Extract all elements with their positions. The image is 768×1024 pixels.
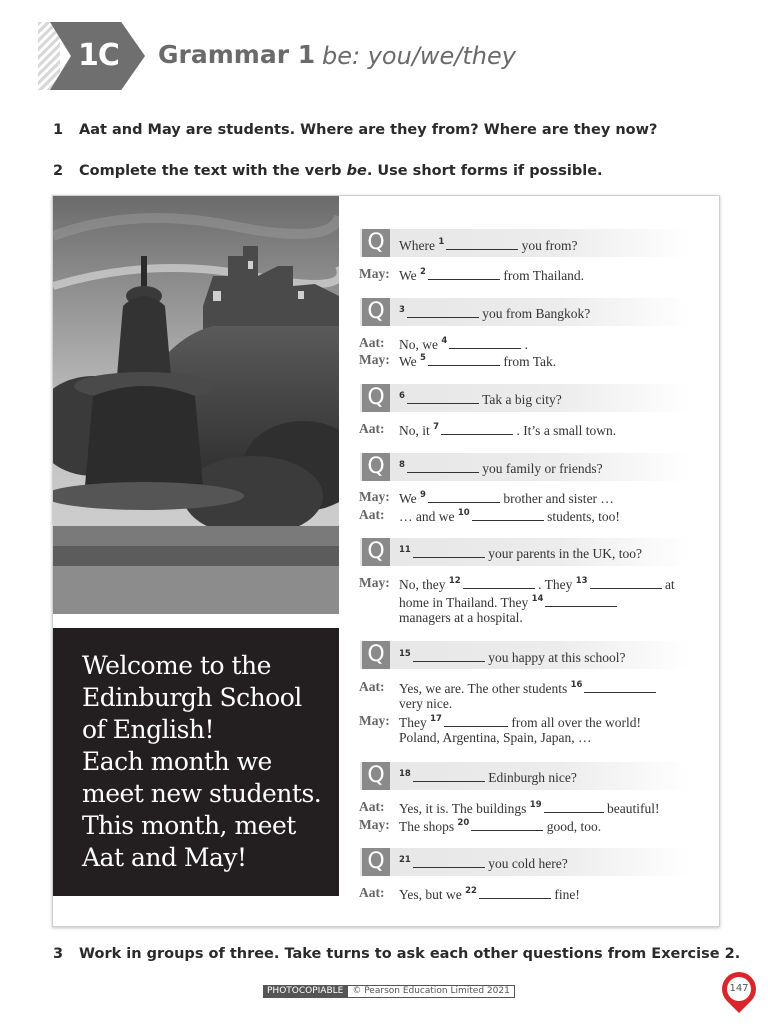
answer-gap[interactable]	[449, 335, 521, 349]
answer-gap[interactable]	[545, 593, 617, 607]
text: home in Thailand. They	[399, 595, 529, 610]
exercise-number: 2	[53, 163, 64, 179]
instruction-emphasis: be	[346, 163, 367, 179]
edinburgh-photo	[53, 196, 339, 614]
text: . They	[538, 577, 573, 592]
gap-number: 22	[465, 886, 477, 896]
text: Edinburgh nice?	[488, 770, 577, 785]
photocopiable-notice	[263, 985, 515, 998]
speaker-label: May:	[359, 266, 390, 281]
answer-line: very nice.	[399, 696, 453, 711]
text: Yes, it is. The buildings	[399, 801, 527, 816]
text: … and we	[399, 509, 455, 524]
speaker-label: May:	[359, 352, 390, 367]
instruction-part: Complete the text with the verb	[79, 163, 347, 179]
text: We	[399, 268, 417, 283]
welcome-line: Aat and May!	[82, 843, 247, 872]
question-icon: Q	[362, 641, 390, 669]
answer-gap[interactable]	[544, 799, 604, 813]
answer-gap[interactable]	[472, 507, 544, 521]
text: from Tak.	[503, 354, 557, 369]
question-line	[399, 648, 625, 666]
welcome-line: Edinburgh School	[82, 683, 302, 712]
speaker-label: Aat:	[359, 885, 385, 900]
text: good, too.	[546, 819, 602, 834]
gap-number: 7	[433, 422, 440, 432]
text: from all over the world!	[511, 715, 642, 730]
text: . It’s a small town.	[516, 423, 617, 438]
welcome-line: This month, meet	[82, 811, 296, 840]
copyright-label: © Pearson Education Limited 2021	[347, 985, 514, 998]
text: .	[524, 337, 529, 352]
welcome-line: of English!	[82, 715, 215, 744]
text: your parents in the UK, too?	[488, 546, 642, 561]
text: at	[664, 577, 675, 592]
exercise-instruction	[79, 163, 603, 179]
text: from Thailand.	[503, 268, 585, 283]
exercise-number: 1	[53, 122, 64, 138]
gap-number: 17	[430, 714, 442, 724]
text: you from?	[521, 238, 578, 253]
speaker-label: Aat:	[359, 799, 385, 814]
photocopiable-label: PHOTOCOPIABLE	[263, 985, 347, 998]
answer-gap[interactable]	[428, 266, 500, 280]
answer-gap[interactable]	[446, 236, 518, 250]
speaker-label: Aat:	[359, 421, 385, 436]
question-line	[399, 544, 642, 562]
question-icon: Q	[362, 848, 390, 876]
welcome-line: Each month we	[82, 747, 272, 776]
gap-number: 20	[457, 818, 470, 828]
answer-line: Poland, Argentina, Spain, Japan, …	[399, 730, 592, 745]
text: you from Bangkok?	[482, 306, 591, 321]
exercise-instruction: Aat and May are students. Where are they from? Where are they now?	[79, 122, 658, 138]
gap-number: 5	[420, 353, 426, 363]
answer-gap[interactable]	[444, 713, 508, 727]
gap-number: 11	[399, 545, 411, 555]
answer-line	[399, 352, 556, 370]
answer-gap[interactable]	[428, 489, 500, 503]
exercise-instruction: Work in groups of three. Take turns to ask each other questions from Exercise 2.	[79, 946, 741, 962]
question-icon: Q	[362, 453, 390, 481]
answer-gap[interactable]	[407, 459, 479, 473]
gap-number: 13	[575, 576, 588, 586]
answer-line	[399, 575, 675, 593]
answer-line	[399, 421, 616, 439]
gap-number: 19	[529, 800, 542, 810]
text: No, they	[399, 577, 446, 592]
answer-gap[interactable]	[407, 304, 479, 318]
question-line	[399, 236, 578, 254]
gap-number: 6	[399, 391, 405, 401]
edinburgh-photo-illustration	[53, 196, 339, 614]
answer-line	[399, 817, 601, 835]
text: brother and sister …	[503, 491, 614, 506]
question-line	[399, 459, 603, 477]
answer-line: managers at a hospital.	[399, 610, 523, 625]
gap-number: 18	[399, 769, 411, 779]
answer-gap[interactable]	[471, 817, 543, 831]
answer-line	[399, 679, 656, 697]
answer-gap[interactable]	[413, 768, 485, 782]
question-icon: Q	[362, 384, 390, 412]
question-icon: Q	[362, 762, 390, 790]
text: No, it	[399, 423, 430, 438]
gap-number: 2	[420, 267, 426, 277]
gap-number: 15	[399, 649, 411, 659]
answer-line	[399, 266, 584, 284]
welcome-text	[82, 650, 322, 874]
text: Where	[399, 238, 435, 253]
text: students, too!	[547, 509, 620, 524]
gap-number: 14	[531, 594, 544, 604]
text: you happy at this school?	[488, 650, 626, 665]
answer-gap[interactable]	[407, 390, 479, 404]
speaker-label: Aat:	[359, 679, 385, 694]
answer-gap[interactable]	[479, 885, 551, 899]
exercise-2	[53, 163, 693, 183]
speaker-label: May:	[359, 713, 390, 728]
text: fine!	[554, 887, 580, 902]
gap-number: 10	[457, 508, 470, 518]
answer-line	[399, 489, 614, 507]
gap-number: 16	[570, 680, 583, 690]
exercise-1	[53, 122, 693, 142]
exercise-3	[53, 946, 741, 966]
text: No, we	[399, 337, 438, 352]
speaker-label: Aat:	[359, 335, 385, 350]
answer-gap[interactable]	[590, 575, 662, 589]
page-title: Grammar 1	[158, 40, 316, 69]
answer-gap[interactable]	[413, 854, 485, 868]
question-line	[399, 304, 590, 322]
text: They	[399, 715, 427, 730]
answer-gap[interactable]	[413, 544, 485, 558]
answer-line	[399, 593, 617, 611]
answer-line	[399, 885, 580, 903]
gap-number: 3	[399, 305, 405, 315]
exercise-number: 3	[53, 946, 64, 962]
question-icon: Q	[362, 298, 390, 326]
answer-gap[interactable]	[428, 352, 500, 366]
answer-line	[399, 713, 641, 731]
page-subtitle: be: you/we/they	[322, 42, 516, 70]
question-line	[399, 854, 568, 872]
answer-line	[399, 335, 528, 353]
gap-number: 1	[438, 237, 445, 247]
speaker-label: May:	[359, 817, 390, 832]
welcome-line: meet new students.	[82, 779, 322, 808]
gap-number: 4	[441, 336, 448, 346]
answer-line	[399, 507, 620, 525]
question-line	[399, 390, 562, 408]
gap-number: 8	[399, 460, 405, 470]
answer-gap[interactable]	[463, 575, 535, 589]
text: Tak a big city?	[482, 392, 562, 407]
text: beautiful!	[607, 801, 660, 816]
answer-line	[399, 799, 659, 817]
welcome-line: Welcome to the	[82, 651, 271, 680]
answer-gap[interactable]	[413, 648, 485, 662]
speaker-label: May:	[359, 489, 390, 504]
gap-number: 12	[448, 576, 461, 586]
gap-number: 21	[399, 855, 411, 865]
answer-gap[interactable]	[584, 679, 656, 693]
answer-gap[interactable]	[441, 421, 513, 435]
text: We	[399, 354, 417, 369]
page-number: 147	[729, 983, 749, 994]
text: Yes, we are. The other students	[399, 681, 568, 696]
speaker-label: May:	[359, 575, 390, 590]
text: you cold here?	[488, 856, 568, 871]
text: We	[399, 491, 417, 506]
text: The shops	[399, 819, 455, 834]
question-icon: Q	[362, 229, 390, 257]
instruction-part: . Use short forms if possible.	[366, 163, 603, 179]
speaker-label: Aat:	[359, 507, 385, 522]
question-line	[399, 768, 577, 786]
text: you family or friends?	[482, 461, 603, 476]
gap-number: 9	[420, 490, 426, 500]
unit-label: 1C	[78, 38, 119, 73]
text: Yes, but we	[399, 887, 462, 902]
question-icon: Q	[362, 538, 390, 566]
